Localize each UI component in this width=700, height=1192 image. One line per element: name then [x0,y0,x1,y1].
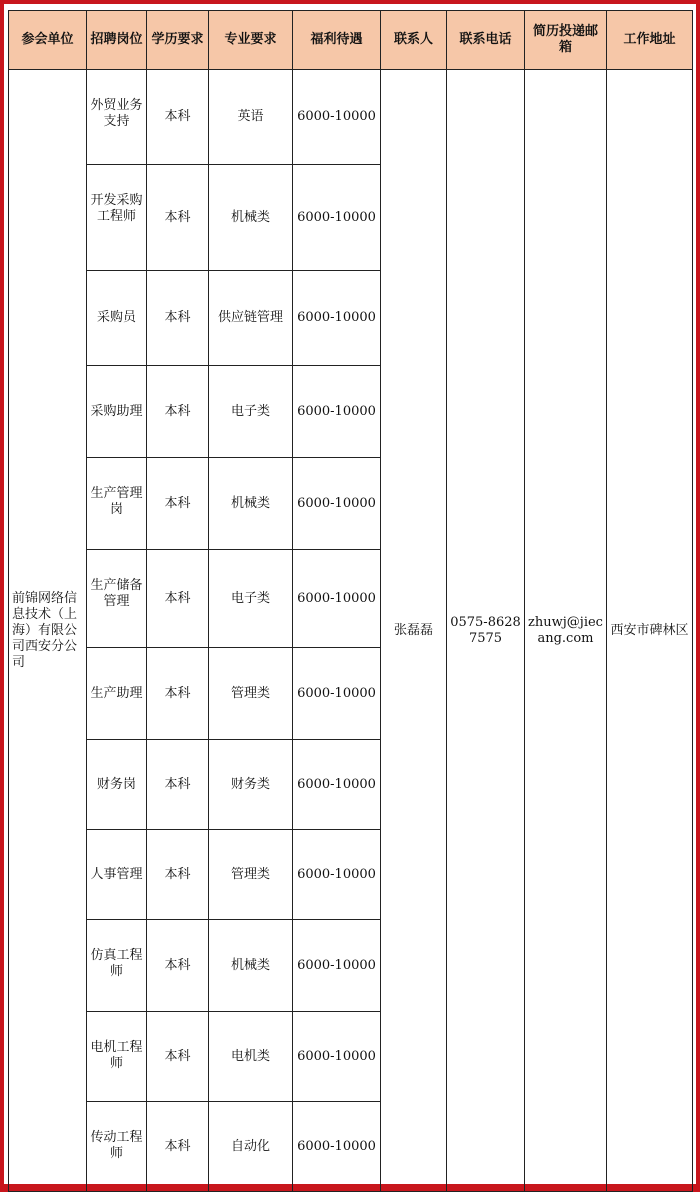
header-address: 工作地址 [607,11,693,70]
major-cell: 机械类 [209,920,293,1012]
education-cell: 本科 [147,1102,209,1192]
major-cell: 供应链管理 [209,271,293,366]
position-cell: 传动工程师 [87,1102,147,1192]
major-cell: 管理类 [209,648,293,740]
page-frame [4,4,696,1184]
major-cell: 机械类 [209,458,293,550]
position-cell: 开发采购工程师 [87,165,147,271]
education-cell: 本科 [147,648,209,740]
education-cell: 本科 [147,830,209,920]
major-cell: 自动化 [209,1102,293,1192]
education-cell: 本科 [147,920,209,1012]
salary-cell: 6000-10000 [293,550,381,648]
position-cell: 采购助理 [87,366,147,458]
salary-cell: 6000-10000 [293,648,381,740]
position-cell: 采购员 [87,271,147,366]
salary-cell: 6000-10000 [293,1012,381,1102]
header-education: 学历要求 [147,11,209,70]
position-cell: 电机工程师 [87,1012,147,1102]
header-salary: 福利待遇 [293,11,381,70]
salary-cell: 6000-10000 [293,165,381,271]
email-cell[interactable]: zhuwj@jiecang.com [525,70,607,1192]
salary-cell: 6000-10000 [293,458,381,550]
major-cell: 电子类 [209,366,293,458]
education-cell: 本科 [147,165,209,271]
address-cell: 西安市碑林区 [607,70,693,1192]
salary-cell: 6000-10000 [293,740,381,830]
table-row [9,70,693,165]
salary-cell: 6000-10000 [293,271,381,366]
major-cell: 英语 [209,70,293,165]
education-cell: 本科 [147,271,209,366]
education-cell: 本科 [147,1012,209,1102]
education-cell: 本科 [147,458,209,550]
salary-cell: 6000-10000 [293,1102,381,1192]
position-cell: 生产管理岗 [87,458,147,550]
phone-cell: 0575-86287575 [447,70,525,1192]
major-cell: 电子类 [209,550,293,648]
major-cell: 机械类 [209,165,293,271]
position-cell: 外贸业务支持 [87,70,147,165]
recruitment-table [8,10,693,1192]
header-phone: 联系电话 [447,11,525,70]
major-cell: 财务类 [209,740,293,830]
header-position: 招聘岗位 [87,11,147,70]
major-cell: 电机类 [209,1012,293,1102]
position-cell: 人事管理 [87,830,147,920]
contact-cell: 张磊磊 [381,70,447,1192]
education-cell: 本科 [147,70,209,165]
salary-cell: 6000-10000 [293,366,381,458]
position-cell: 生产储备管理 [87,550,147,648]
salary-cell: 6000-10000 [293,70,381,165]
education-cell: 本科 [147,366,209,458]
position-cell: 生产助理 [87,648,147,740]
position-cell: 财务岗 [87,740,147,830]
education-cell: 本科 [147,550,209,648]
header-row [9,11,693,70]
education-cell: 本科 [147,740,209,830]
header-company: 参会单位 [9,11,87,70]
header-email: 简历投递邮箱 [525,11,607,70]
salary-cell: 6000-10000 [293,830,381,920]
header-major: 专业要求 [209,11,293,70]
salary-cell: 6000-10000 [293,920,381,1012]
header-contact: 联系人 [381,11,447,70]
major-cell: 管理类 [209,830,293,920]
company-cell: 前锦网络信息技术（上海）有限公司西安分公司 [9,70,87,1192]
position-cell: 仿真工程师 [87,920,147,1012]
